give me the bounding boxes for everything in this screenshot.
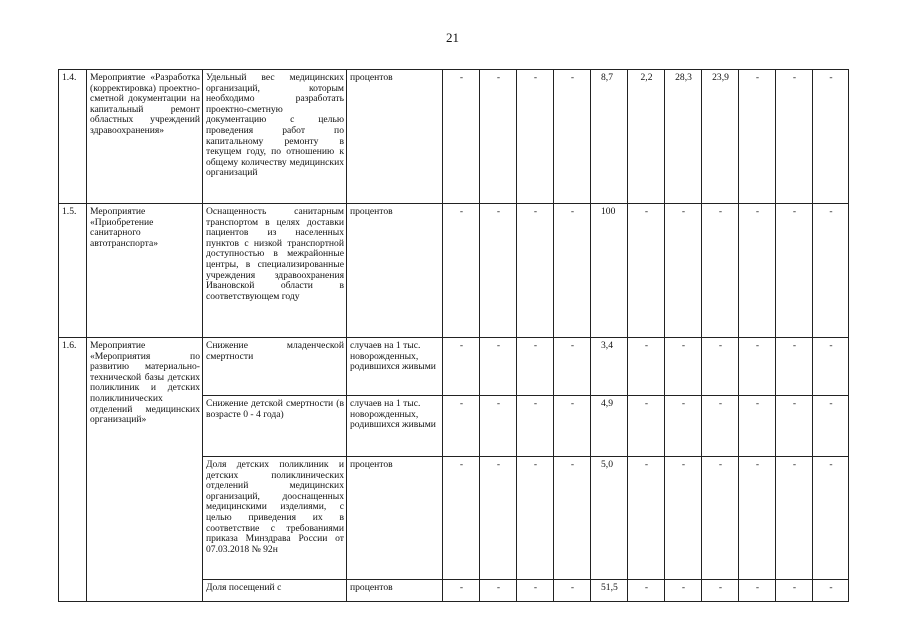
indicator-name: Доля посещений с xyxy=(203,580,347,602)
value-cell: 4,9 xyxy=(591,396,628,457)
value-cell: - xyxy=(443,70,480,204)
value-cell: - xyxy=(554,580,591,602)
value-cell: - xyxy=(665,396,702,457)
value-cell: - xyxy=(517,580,554,602)
value-cell: - xyxy=(554,70,591,204)
value-cell: - xyxy=(702,338,739,396)
value-cell: - xyxy=(813,70,849,204)
value-cell: - xyxy=(443,396,480,457)
value-cell: 23,9 xyxy=(702,70,739,204)
value-cell: - xyxy=(665,457,702,580)
value-cell: - xyxy=(517,396,554,457)
value-cell: - xyxy=(702,580,739,602)
indicator-name: Снижение детской смертности (в возрасте 0 - 4 года) xyxy=(203,396,347,457)
value-cell: - xyxy=(517,70,554,204)
value-cell: - xyxy=(702,204,739,338)
indicator-unit: случаев на 1 тыс. новорожденных, родившихся живыми xyxy=(347,338,443,396)
value-cell: 8,7 xyxy=(591,70,628,204)
value-cell: - xyxy=(739,338,776,396)
value-cell: - xyxy=(776,204,813,338)
value-cell: - xyxy=(628,457,665,580)
value-cell: - xyxy=(443,580,480,602)
value-cell: - xyxy=(480,338,517,396)
value-cell: - xyxy=(665,338,702,396)
value-cell: - xyxy=(554,204,591,338)
table-row xyxy=(59,70,849,204)
value-cell: - xyxy=(517,457,554,580)
indicator-name: Удельный вес медицинских организаций, которым необходимо разработать проектно-сметную документацию с целью проведения работ по капитальному ремонту в текущем году, по отношению к общему количеству медицинских организаций xyxy=(203,70,347,204)
value-cell: - xyxy=(554,338,591,396)
value-cell: - xyxy=(813,457,849,580)
value-cell: - xyxy=(813,396,849,457)
table-row xyxy=(59,338,849,396)
indicator-unit: процентов xyxy=(347,457,443,580)
page-number: 21 xyxy=(446,30,459,45)
value-cell: - xyxy=(517,338,554,396)
value-cell: - xyxy=(554,396,591,457)
indicator-unit: процентов xyxy=(347,204,443,338)
value-cell: - xyxy=(665,204,702,338)
event-name: Мероприятие «Мероприятия по развитию материально-технической базы детских поликлиник и детских поликлинических отделений медицинских организаций» xyxy=(87,338,203,602)
value-cell: - xyxy=(813,204,849,338)
value-cell: - xyxy=(739,204,776,338)
value-cell: - xyxy=(628,204,665,338)
value-cell: - xyxy=(480,457,517,580)
value-cell: 3,4 xyxy=(591,338,628,396)
value-cell: 51,5 xyxy=(591,580,628,602)
value-cell: - xyxy=(739,580,776,602)
event-name: Мероприятие «Приобретение санитарного автотранспорта» xyxy=(87,204,203,338)
value-cell: 5,0 xyxy=(591,457,628,580)
value-cell: - xyxy=(702,396,739,457)
value-cell: 28,3 xyxy=(665,70,702,204)
indicator-name: Оснащенность санитарным транспортом в целях доставки пациентов из населенных пунктов с низкой транспортной доступностью в межрайонные центры, в специализированные учреждения здравоохранения Ивановской области в соответствующем году xyxy=(203,204,347,338)
indicator-unit: процентов xyxy=(347,70,443,204)
table-row xyxy=(59,204,849,338)
row-number: 1.6. xyxy=(59,338,87,602)
value-cell: - xyxy=(813,338,849,396)
indicator-name: Доля детских поликлиник и детских поликлинических отделений медицинских организаций, дооснащенных медицинскими изделиями, с целью приведения их в соответствие с требованиями приказа Минздрава России от 07.03.2018 № 92н xyxy=(203,457,347,580)
value-cell: 2,2 xyxy=(628,70,665,204)
indicator-unit: процентов xyxy=(347,580,443,602)
row-number: 1.4. xyxy=(59,70,87,204)
value-cell: - xyxy=(628,580,665,602)
value-cell: - xyxy=(776,457,813,580)
event-name: Мероприятие «Разработка (корректировка) проектно-сметной документации на капитальный ремонт областных учреждений здравоохранения» xyxy=(87,70,203,204)
value-cell: - xyxy=(776,70,813,204)
value-cell: - xyxy=(517,204,554,338)
value-cell: - xyxy=(739,70,776,204)
value-cell: 100 xyxy=(591,204,628,338)
value-cell: - xyxy=(480,580,517,602)
indicator-name: Снижение младенческой смертности xyxy=(203,338,347,396)
value-cell: - xyxy=(702,457,739,580)
value-cell: - xyxy=(480,70,517,204)
value-cell: - xyxy=(776,338,813,396)
value-cell: - xyxy=(443,204,480,338)
value-cell: - xyxy=(480,204,517,338)
value-cell: - xyxy=(480,396,517,457)
program-indicators-table xyxy=(58,69,849,602)
value-cell: - xyxy=(739,457,776,580)
indicator-unit: случаев на 1 тыс. новорожденных, родившихся живыми xyxy=(347,396,443,457)
value-cell: - xyxy=(813,580,849,602)
value-cell: - xyxy=(554,457,591,580)
value-cell: - xyxy=(628,338,665,396)
row-number: 1.5. xyxy=(59,204,87,338)
value-cell: - xyxy=(443,338,480,396)
value-cell: - xyxy=(665,580,702,602)
value-cell: - xyxy=(628,396,665,457)
value-cell: - xyxy=(739,396,776,457)
value-cell: - xyxy=(776,580,813,602)
value-cell: - xyxy=(776,396,813,457)
value-cell: - xyxy=(443,457,480,580)
